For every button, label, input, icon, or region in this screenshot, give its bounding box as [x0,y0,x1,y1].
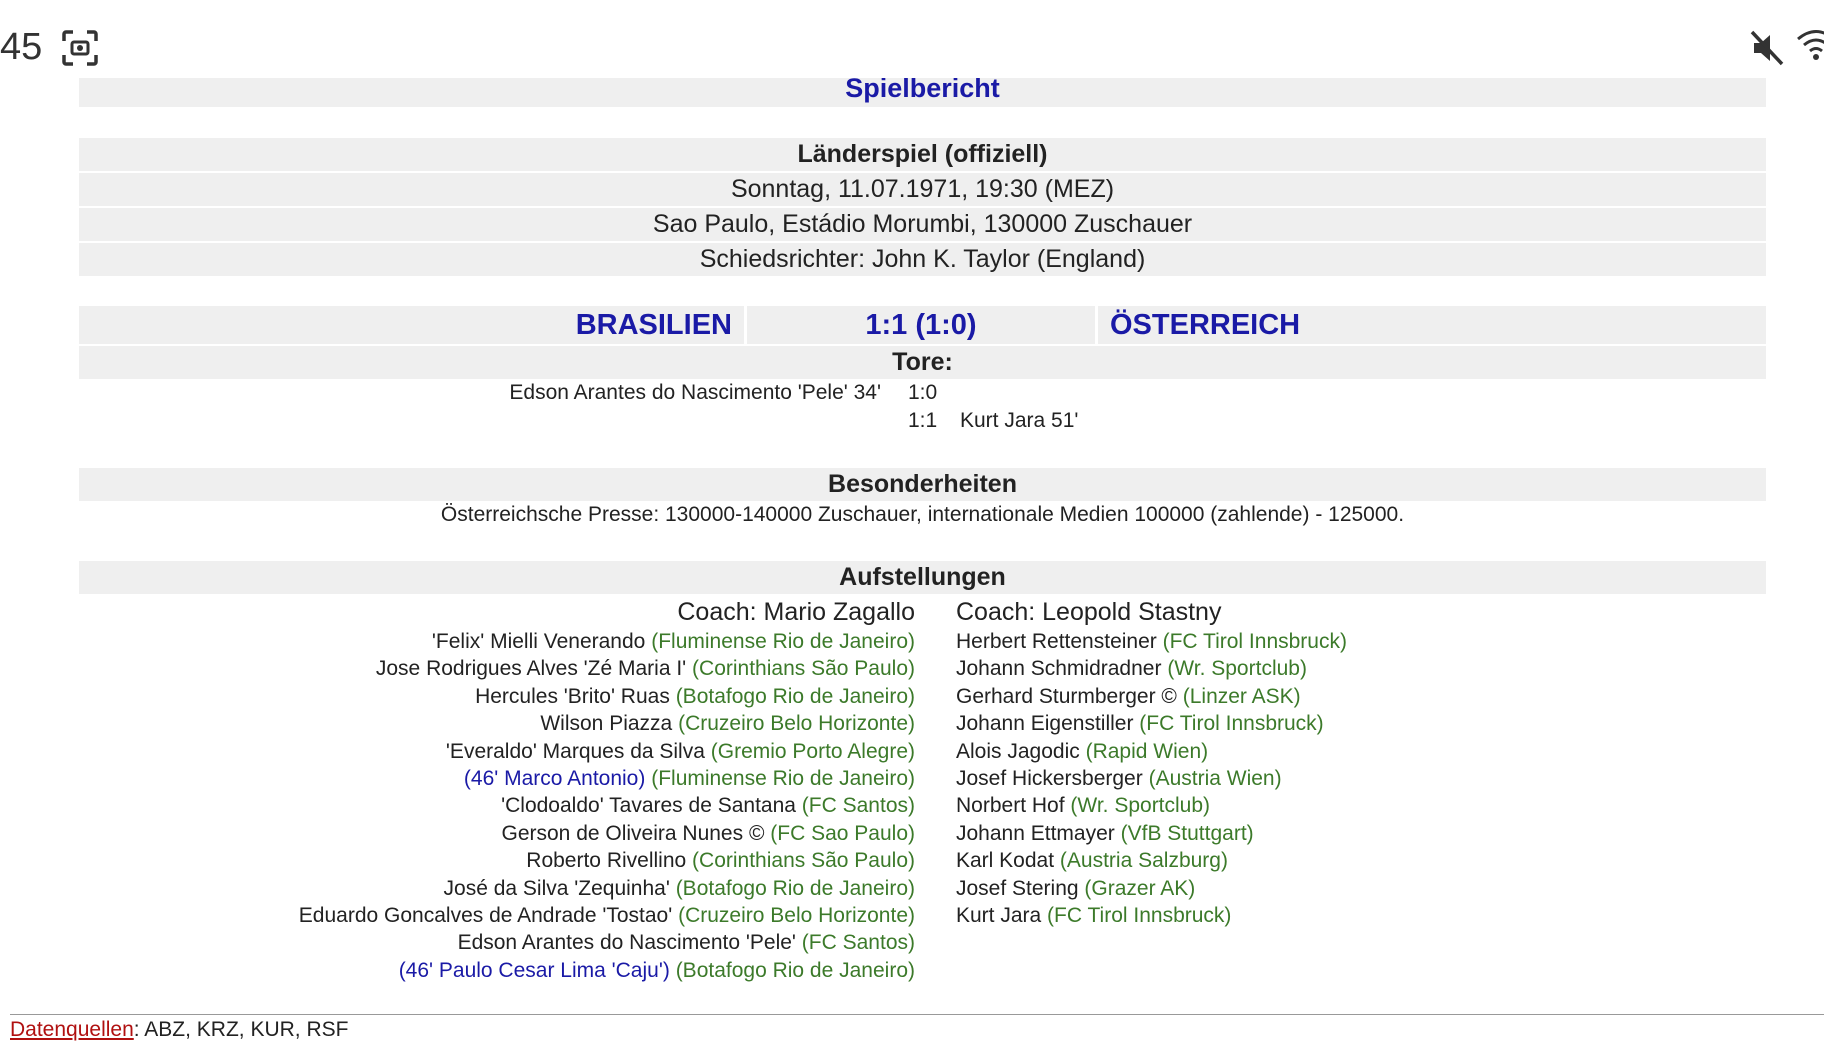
home-team[interactable] [79,306,744,344]
player-name[interactable]: 'Clodoaldo' Tavares de Santana [501,794,796,818]
notes-heading: Besonderheiten [79,468,1766,501]
wifi-icon [1796,28,1824,62]
player-club[interactable]: (FC Tirol Innsbruck) [1162,630,1347,653]
page-title: Spielbericht [79,78,1766,107]
player-club[interactable]: (FC Santos) [801,931,915,955]
player-club[interactable]: (Corinthians São Paulo) [692,849,915,873]
player-club[interactable]: (Botafogo Rio de Janeiro) [675,684,915,708]
player-row [299,902,915,929]
player-name[interactable]: Norbert Hof [956,794,1065,818]
player-row [956,628,1347,655]
player-row [299,820,915,847]
footer-divider [10,1014,1824,1015]
player-row [956,902,1347,929]
match-result: 1:1 (1:0) [747,306,1095,344]
player-row [299,929,915,956]
match-date: Sonntag, 11.07.1971, 19:30 (MEZ) [79,173,1766,206]
mute-icon [1748,28,1788,68]
player-name[interactable]: Gerson de Oliveira Nunes © [501,821,765,845]
player-club[interactable]: (FC Santos) [801,794,915,818]
substitute-row [299,765,915,792]
player-club[interactable]: (Austria Salzburg) [1059,849,1228,873]
player-name[interactable]: Jose Rodrigues Alves 'Zé Maria I' [375,657,687,681]
substitute-name[interactable]: (46' Marco Antonio) [463,766,646,790]
player-row [956,655,1347,682]
player-club[interactable]: (Fluminense Rio de Janeiro) [651,630,915,653]
player-club[interactable]: (Corinthians São Paulo) [692,657,915,681]
status-time: 45 [0,26,43,68]
goal-score: 1:0 [908,381,938,404]
player-name[interactable]: José da Silva 'Zequinha' [443,876,670,900]
player-club[interactable]: (FC Tirol Innsbruck) [1047,903,1232,927]
player-row [299,710,915,737]
player-club[interactable]: (Linzer ASK) [1182,684,1301,708]
player-row [299,847,915,874]
data-sources-link[interactable]: Datenquellen [10,1018,134,1041]
away-coach: Coach: Leopold Stastny [956,598,1222,626]
player-name[interactable]: Gerhard Sturmberger © [956,684,1177,708]
player-name[interactable]: 'Everaldo' Marques da Silva [445,739,705,763]
player-name[interactable]: Josef Stering [956,876,1079,900]
player-club[interactable]: (Grazer AK) [1084,876,1196,900]
away-team-label: ÖSTERREICH [1110,309,1301,341]
player-name[interactable]: Johann Eigenstiller [956,712,1134,736]
footer [10,1017,348,1043]
player-row [299,875,915,902]
player-club[interactable]: (Cruzeiro Belo Horizonte) [678,712,915,736]
player-row [956,738,1347,765]
home-team-label: BRASILIEN [575,309,732,341]
player-name[interactable]: Edson Arantes do Nascimento 'Pele' [457,931,796,955]
player-name[interactable]: Hercules 'Brito' Ruas [475,684,670,708]
data-sources-list: : ABZ, KRZ, KUR, RSF [133,1018,349,1041]
match-referee: Schiedsrichter: John K. Taylor (England) [79,243,1766,276]
player-name[interactable]: Herbert Rettensteiner [956,630,1157,653]
player-row [299,655,915,682]
player-row [299,792,915,819]
player-row [956,875,1347,902]
player-name[interactable]: Kurt Jara [956,903,1042,927]
player-club[interactable]: (Wr. Sportclub) [1070,794,1211,818]
goal-scorer-home: Edson Arantes do Nascimento 'Pele' 34' [509,381,881,404]
player-name[interactable]: Johann Schmidradner [956,657,1162,681]
player-row [956,683,1347,710]
match-venue: Sao Paulo, Estádio Morumbi, 130000 Zuschauer [79,208,1766,241]
player-club[interactable]: (Botafogo Rio de Janeiro) [675,958,915,982]
status-bar [0,0,1824,80]
substitute-name[interactable]: (46' Paulo Cesar Lima 'Caju') [398,958,670,982]
player-club[interactable]: (VfB Stuttgart) [1120,821,1254,845]
away-team[interactable] [1098,306,1766,344]
player-name[interactable]: Johann Ettmayer [956,821,1115,845]
player-name[interactable]: Josef Hickersberger [956,766,1143,790]
scoreline [79,306,1766,344]
player-row [956,792,1347,819]
player-row [299,628,915,655]
home-coach: Coach: Mario Zagallo [677,598,915,626]
goal-score: 1:1 [908,409,938,432]
player-row [956,820,1347,847]
player-name[interactable]: Wilson Piazza [540,712,673,736]
player-club[interactable]: (Wr. Sportclub) [1167,657,1307,681]
goals-heading: Tore: [79,346,1766,379]
player-name[interactable]: 'Felix' Mielli Venerando [431,630,646,653]
player-name[interactable]: Eduardo Goncalves de Andrade 'Tostao' [298,903,673,927]
match-type: Länderspiel (offiziell) [79,138,1766,171]
player-club[interactable]: (FC Tirol Innsbruck) [1139,712,1324,736]
player-club[interactable]: (Gremio Porto Alegre) [710,739,915,763]
player-name[interactable]: Karl Kodat [956,849,1055,873]
player-row [956,847,1347,874]
screenshot-icon [60,28,100,68]
player-name[interactable]: Alois Jagodic [956,739,1080,763]
notes-text: Österreichsche Presse: 130000-140000 Zuschauer, internationale Medien 100000 (zahlende) - 125000. [440,503,1405,526]
away-lineup [956,628,1347,929]
player-row [956,765,1347,792]
home-lineup [299,628,915,984]
player-club[interactable]: (Botafogo Rio de Janeiro) [675,876,915,900]
lineups-heading: Aufstellungen [79,561,1766,594]
player-club[interactable]: (Rapid Wien) [1085,739,1209,763]
player-club[interactable]: (Austria Wien) [1148,766,1282,790]
player-club[interactable]: (Fluminense Rio de Janeiro) [651,766,915,790]
player-club[interactable]: (Cruzeiro Belo Horizonte) [678,903,915,927]
player-club[interactable]: (FC Sao Paulo) [770,821,915,845]
player-row [299,683,915,710]
player-row [956,710,1347,737]
goal-scorer-away: Kurt Jara 51' [960,409,1079,432]
match-info [79,138,1766,278]
substitute-row [299,957,915,984]
player-row [299,738,915,765]
player-name[interactable]: Roberto Rivellino [526,849,687,873]
